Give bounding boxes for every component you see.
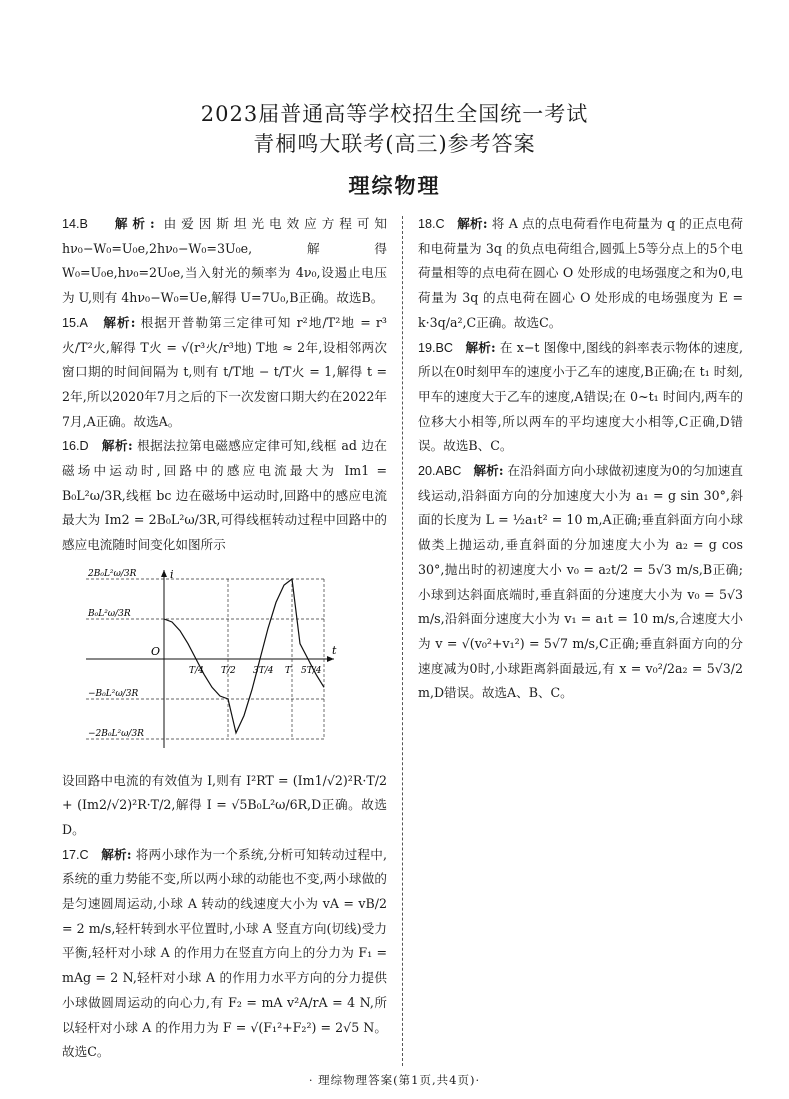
analysis-label: 解析: <box>103 314 136 330</box>
x-axis-label: t <box>332 643 337 657</box>
x-tick-label: T <box>285 665 292 676</box>
current-time-chart <box>82 564 387 763</box>
y-axis-arrow <box>161 570 167 577</box>
analysis-label: 解析: <box>101 438 133 454</box>
subject-title: 理综物理 <box>348 173 441 198</box>
question-20 <box>418 459 743 706</box>
question-text: 在 x−t 图像中,图线的斜率表示物体的速度,所以在0时刻甲车的速度小于乙车的速度,B正确;在 t₁ 时刻,甲车的速度大于乙车的速度,A错误;在 0~t₁ 时间内,两车的位移大小相等,所以两车的平均速度大小相等,C正确,D错误。故选B、C。 <box>418 339 744 454</box>
question-16-continued <box>62 769 387 843</box>
y-axis-label: i <box>170 567 174 581</box>
question-16 <box>62 434 387 558</box>
question-number: 16.D <box>62 439 89 454</box>
exam-title: 2023届普通高等学校招生全国统一考试 <box>200 102 589 126</box>
question-text: 将 A 点的点电荷看作电荷量为 q 的正点电荷和电荷量为 3q 的负点电荷组合,圆弧上5等分点上的5个电荷量相等的点电荷在圆心 O 处形成的电场强度之和为0,电荷量为 3q 的点电荷在圆心 O 处形成的电场强度为 E = k·3q/a²,C正确。故选C。 <box>418 216 744 330</box>
y-tick-label: B₀L²ω/3R <box>88 608 131 619</box>
question-number: 18.C <box>418 217 445 231</box>
x-tick-label: 3T/4 <box>253 665 274 676</box>
analysis-label: 解析: <box>465 339 496 355</box>
question-number: 14.B <box>62 217 88 231</box>
question-number: 15.A <box>62 315 88 330</box>
origin-label: O <box>151 644 161 658</box>
column-divider <box>402 216 403 1066</box>
analysis-label: 解析: <box>114 216 155 231</box>
analysis-label: 解析: <box>101 846 132 862</box>
question-text: 由爱因斯坦光电效应方程可知 hν₀−W₀=U₀e,2hν₀−W₀=3U₀e,解得 W₀=U₀e,hν₀=2U₀e,当入射光的频率为 4ν₀,设遏止电压为 U,则有 4hν₀−W₀=Ue,解得 U=7U₀,B正确。故选B。 <box>62 216 388 306</box>
question-number: 20.ABC <box>418 464 462 479</box>
left-column <box>62 212 387 1065</box>
current-curve <box>164 579 324 733</box>
question-text-part-a: 根据法拉第电磁感应定律可知,线框 ad 边在磁场中运动时,回路中的感应电流最大为 Im1 = B₀L²ω/3R,线框 bc 边在磁场中运动时,回路中的感应电流最大为 Im2 = 2B₀L²ω/3R,可得线框转动过程中回路中的感应电流随时间变化如图所示 <box>62 438 387 553</box>
question-19 <box>418 336 743 460</box>
x-tick-label: T/2 <box>221 665 236 676</box>
question-number: 19.BC <box>418 340 454 355</box>
page-footer: · 理综物理答案(第1页,共4页)· <box>308 1073 481 1087</box>
y-tick-label: −B₀L²ω/3R <box>88 688 139 699</box>
question-text: 将两小球作为一个系统,分析可知转动过程中,系统的重力势能不变,所以两小球的动能也不变,两小球做的是匀速圆周运动,小球 A 转动的线速度大小为 vA = vB/2 = 2 m/s,轻杆转到水平位置时,小球 A 竖直方向(切线)受力平衡,轻杆对小球 A 的作用力在竖直方向上的分力为 F₁ = mAg = 2 N,轻杆对小球 A 的作用力水平方向的分力提供小球做圆周运动的向心力,有 F₂ = mA v²A/rA = 4 N,所以轻杆对小球 A 的作用力为 F = √(F₁²+F₂²) = 2√5 N。故选C。 <box>62 846 388 1060</box>
question-18 <box>418 212 743 336</box>
question-text: 在沿斜面方向小球做初速度为0的匀加速直线运动,沿斜面方向的分加速度大小为 a₁ = g sin 30°,斜面的长度为 L = ½a₁t² = 10 m,A正确;垂直斜面方向小球做类上抛运动,垂直斜面的分加速度大小为 a₂ = g cos 30°,抛出时的初速度大小 v₀ = a₂t/2 = 5√3 m/s,B正确;小球到达斜面底端时,垂直斜面的分速度大小为 v₀ = 5√3 m/s,沿斜面分速度大小为 v₁ = a₁t = 10 m/s,合速度大小为 v = √(v₀²+v₁²) = 5√7 m/s,C正确;垂直斜面方向的分速度减为0时,小球距离斜面最远,有 x = v₀²/2a₂ = 5√3/2 m,D错误。故选A、B、C。 <box>418 463 743 701</box>
x-tick-label: T/4 <box>189 665 204 676</box>
y-tick-label: 2B₀L²ω/3R <box>88 568 137 579</box>
current-time-chart-svg <box>82 564 342 754</box>
question-17 <box>62 843 387 1065</box>
exam-subtitle: 青桐鸣大联考(高三)参考答案 <box>253 132 536 156</box>
analysis-label: 解析: <box>457 216 488 231</box>
analysis-label: 解析: <box>473 463 504 479</box>
question-text: 根据开普勒第三定律可知 r²地/T²地 = r³火/T²火,解得 T火 = √(r³火/r³地) T地 ≈ 2年,设相邻两次窗口期的时间间隔为 t,则有 t/T地 − t/T火 = 1,解得 t = 2年,所以2020年7月之后的下一次发窗口期大约在2022年7月,A正确。故选A。 <box>62 314 387 429</box>
y-tick-label: −2B₀L²ω/3R <box>88 728 144 739</box>
question-15 <box>62 311 387 435</box>
x-tick-label: 5T/4 <box>301 665 322 676</box>
question-text-part-b: 设回路中电流的有效值为 I,则有 I²RT = (Im1/√2)²R·T/2 + (Im2/√2)²R·T/2,解得 I = √5B₀L²ω/6R,D正确。故选D。 <box>62 772 387 837</box>
question-number: 17.C <box>62 847 89 862</box>
question-14 <box>62 212 387 311</box>
right-column <box>418 212 743 706</box>
